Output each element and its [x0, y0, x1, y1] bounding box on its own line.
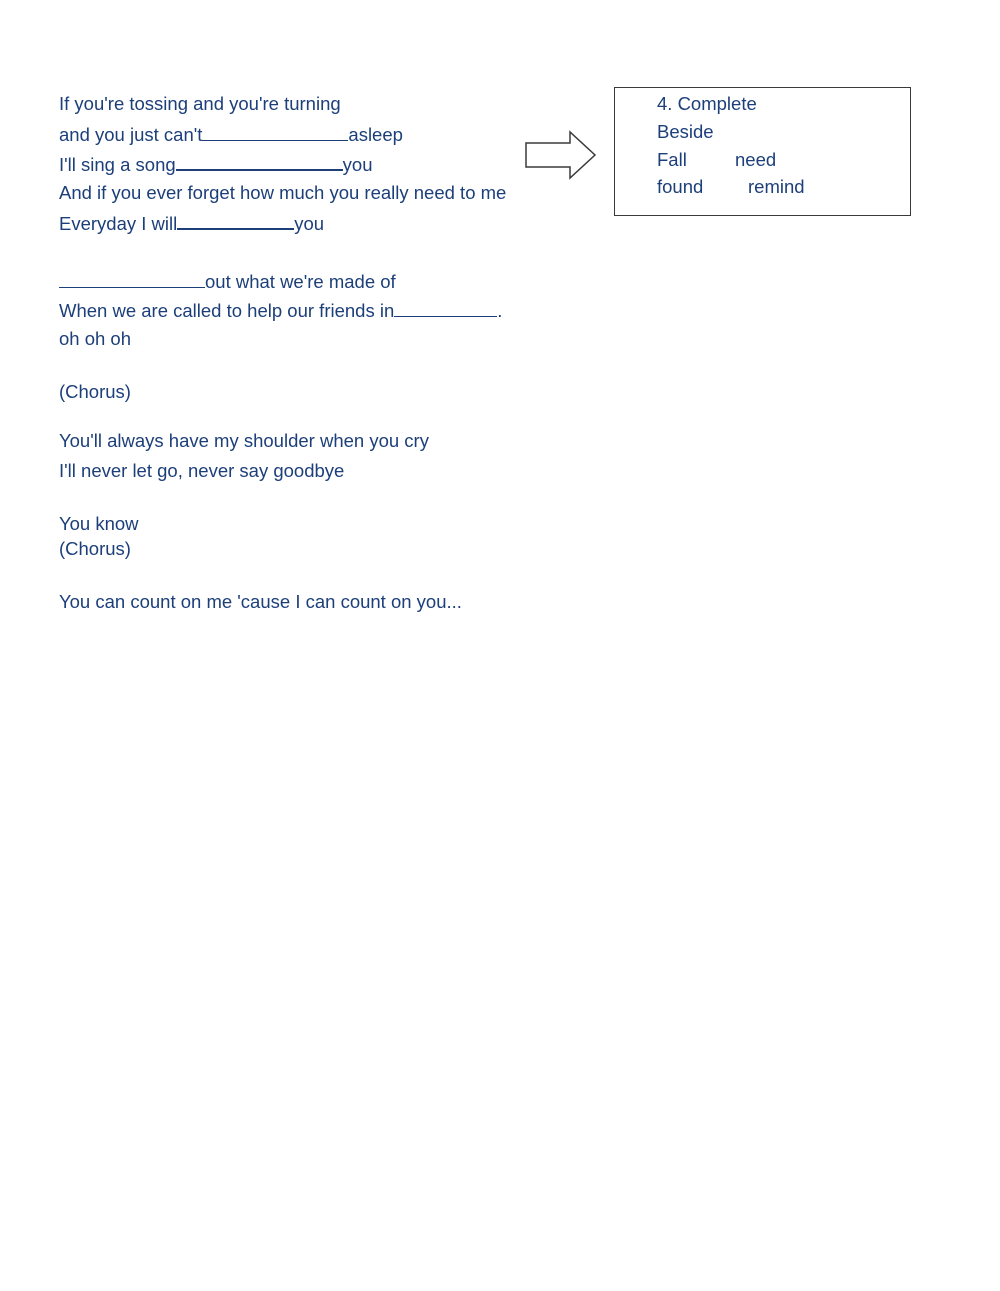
lyric-text: I'll sing a song [59, 154, 176, 175]
lyric-line-9: You'll always have my shoulder when you cry [59, 430, 429, 451]
lyric-text: you [342, 154, 373, 175]
lyric-line-12: You can count on me 'cause I can count on you... [59, 591, 462, 612]
right-arrow-icon [524, 130, 598, 182]
word-bank-word: Beside [657, 121, 714, 142]
word-bank-word: remind [748, 176, 805, 197]
lyric-line-11: You know [59, 513, 139, 534]
lyric-text: asleep [348, 124, 403, 145]
lyric-line-8 [59, 327, 131, 351]
lyric-text: you [294, 213, 325, 234]
chorus-label-2: (Chorus) [59, 538, 131, 559]
word-bank-word: Fall [657, 149, 687, 170]
chorus-label: (Chorus) [59, 381, 131, 402]
lyric-text: . [497, 300, 503, 321]
lyric-line-10: I'll never let go, never say goodbye [59, 460, 345, 481]
word-bank-title: 4. Complete [657, 93, 757, 114]
answer-blank-4[interactable] [59, 269, 205, 288]
lyric-text: And if you ever forget how much you really need to me [59, 182, 507, 203]
lyric-line-4 [59, 181, 506, 205]
lyric-line-7 [59, 298, 502, 323]
lyric-text: and you just can't [59, 124, 203, 145]
answer-blank-2[interactable] [176, 151, 343, 171]
lyric-text: When we are called to help our friends in [59, 300, 395, 321]
lyric-text: out what we're made of [205, 271, 396, 292]
lyric-text: Everyday I will [59, 213, 178, 234]
answer-blank-3[interactable] [177, 210, 294, 230]
lyric-text: If you're tossing and you're turning [59, 93, 341, 114]
lyric-line-1 [59, 92, 341, 116]
lyric-line-6 [59, 269, 396, 294]
word-bank-box [614, 87, 911, 216]
answer-blank-1[interactable] [202, 122, 348, 141]
lyric-line-2 [59, 122, 403, 147]
answer-blank-5[interactable] [394, 298, 497, 317]
lyric-line-5 [59, 210, 324, 236]
lyric-line-3 [59, 151, 372, 177]
lyric-text: oh oh oh [59, 328, 132, 349]
word-bank-word: need [735, 149, 777, 170]
word-bank-word: found [657, 176, 704, 197]
